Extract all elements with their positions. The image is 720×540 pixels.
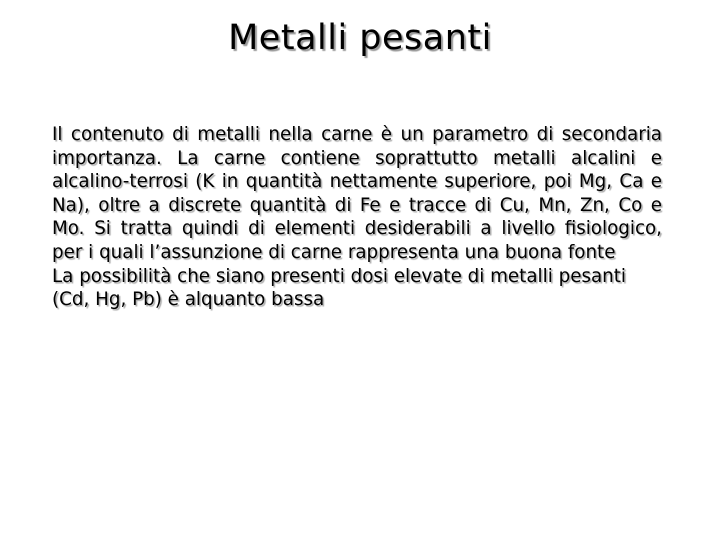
paragraph-metal-content: Il contenuto di metalli nella carne è un parametro di secondaria importanza. La carne contiene soprattutto metalli alcalini e alcalino-terrosi (K in quantità nettamente superiore, poi Mg, Ca e Na), oltre a discrete quantità di Fe e tracce di Cu, Mn, Zn, Co e Mo. Si tratta quindi di elementi desiderabili a livello fisiologico, per i quali l’assunzione di carne rappresenta una buona fonte (52, 124, 662, 263)
slide-body (52, 123, 662, 312)
paragraph-heavy-metals: La possibilità che siano presenti dosi elevate di metalli pesanti (Cd, Hg, Pb) è alquanto bassa (52, 265, 627, 311)
slide-title: Metalli pesanti (228, 18, 492, 58)
